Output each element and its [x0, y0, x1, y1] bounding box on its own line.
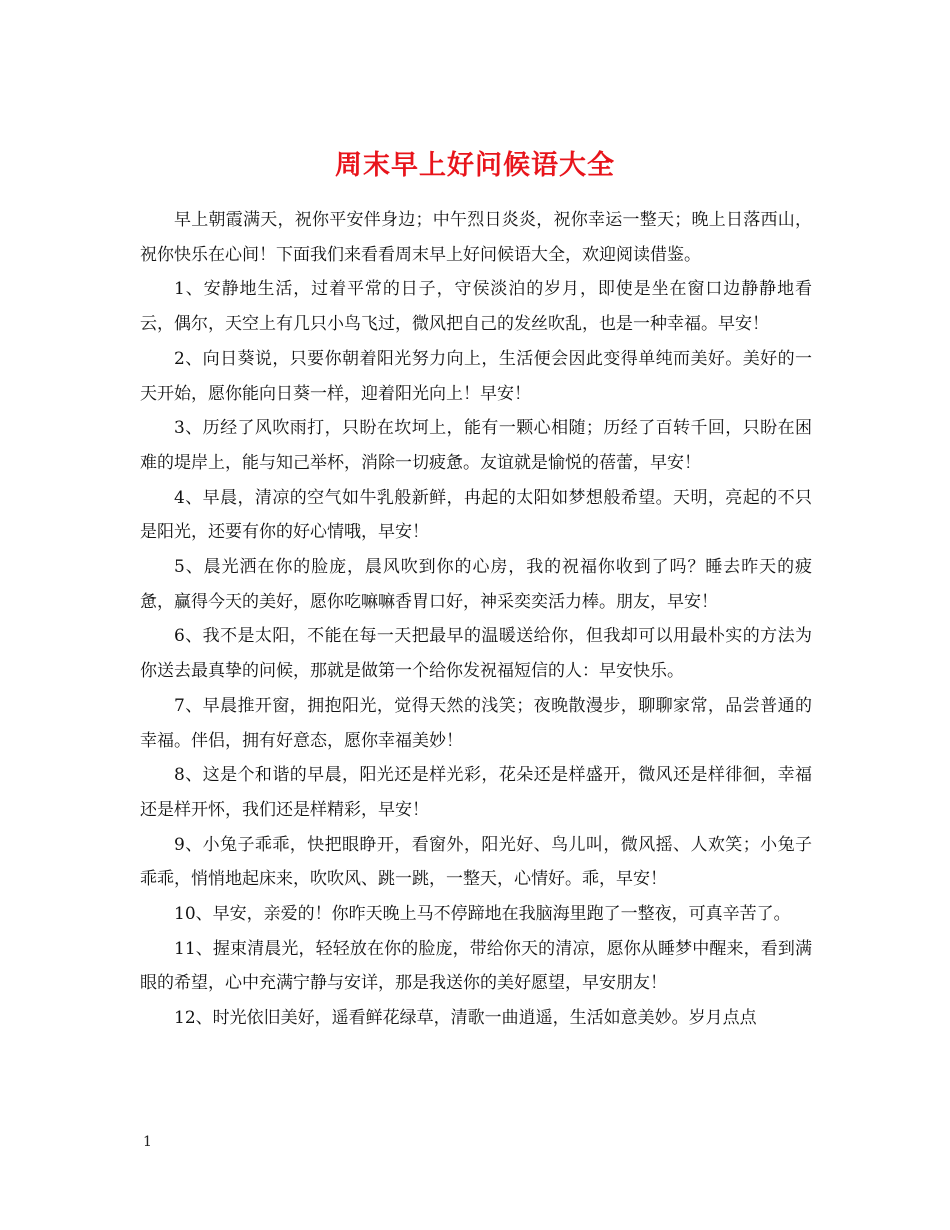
greeting-paragraph-10: 10、早安，亲爱的！你昨天晚上马不停蹄地在我脑海里跑了一整夜，可真辛苦了。	[174, 904, 791, 925]
greeting-paragraph-2: 2、向日葵说，只要你朝着阳光努力向上，生活便会因此变得单纯而美好。美好的一天开始，愿你能向日葵一样，迎着阳光向上！早安！	[140, 348, 812, 404]
intro-paragraph: 早上朝霞满天，祝你平安伴身边；中午烈日炎炎，祝你幸运一整天；晚上日落西山，祝你快乐在心间！下面我们来看看周末早上好问候语大全，欢迎阅读借鉴。	[140, 210, 812, 265]
greeting-paragraph-1: 1、安静地生活，过着平常的日子，守侯淡泊的岁月，即使是坐在窗口边静静地看云，偶尔，天空上有几只小鸟飞过，微风把自己的发丝吹乱，也是一种幸福。早安！	[140, 279, 812, 335]
document-body	[140, 203, 812, 1036]
greeting-paragraph-12: 12、时光依旧美好，遥看鲜花绿草，清歌一曲逍遥，生活如意美妙。岁月点点	[174, 1008, 757, 1029]
greeting-paragraph-4: 4、早晨，清凉的空气如牛乳般新鲜，冉起的太阳如梦想般希望。天明，亮起的不只是阳光，还要有你的好心情哦，早安！	[140, 487, 812, 543]
greeting-paragraph-6: 6、我不是太阳，不能在每一天把最早的温暖送给你，但我却可以用最朴实的方法为你送去最真挚的问候，那就是做第一个给你发祝福短信的人：早安快乐。	[140, 626, 812, 682]
greeting-paragraph-11: 11、握束清晨光，轻轻放在你的脸庞，带给你天的清凉，愿你从睡梦中醒来，看到满眼的希望，心中充满宁静与安详，那是我送你的美好愿望，早安朋友！	[140, 938, 812, 994]
document-title: 周末早上好问候语大全	[335, 150, 615, 182]
greeting-paragraph-3: 3、历经了风吹雨打，只盼在坎坷上，能有一颗心相随；历经了百转千回，只盼在困难的堤岸上，能与知己举杯，消除一切疲惫。友谊就是愉悦的蓓蕾，早安！	[140, 418, 812, 473]
greeting-paragraph-7: 7、早晨推开窗，拥抱阳光，觉得天然的浅笑；夜晚散漫步，聊聊家常，品尝普通的幸福。伴侣，拥有好意态，愿你幸福美妙！	[140, 695, 812, 751]
page-number: 1	[143, 1134, 152, 1150]
greeting-paragraph-5: 5、晨光洒在你的脸庞，晨风吹到你的心房，我的祝福你收到了吗？睡去昨天的疲惫，赢得今天的美好，愿你吃嘛嘛香胃口好，神采奕奕活力棒。朋友，早安！	[140, 557, 812, 612]
greeting-paragraph-9: 9、小兔子乖乖，快把眼睁开，看窗外，阳光好、鸟儿叫，微风摇、人欢笑；小兔子乖乖，悄悄地起床来，吹吹风、跳一跳，一整天，心情好。乖，早安！	[140, 834, 812, 890]
greeting-paragraph-8: 8、这是个和谐的早晨，阳光还是样光彩，花朵还是样盛开，微风还是样徘徊，幸福还是样开怀，我们还是样精彩，早安！	[140, 765, 812, 820]
